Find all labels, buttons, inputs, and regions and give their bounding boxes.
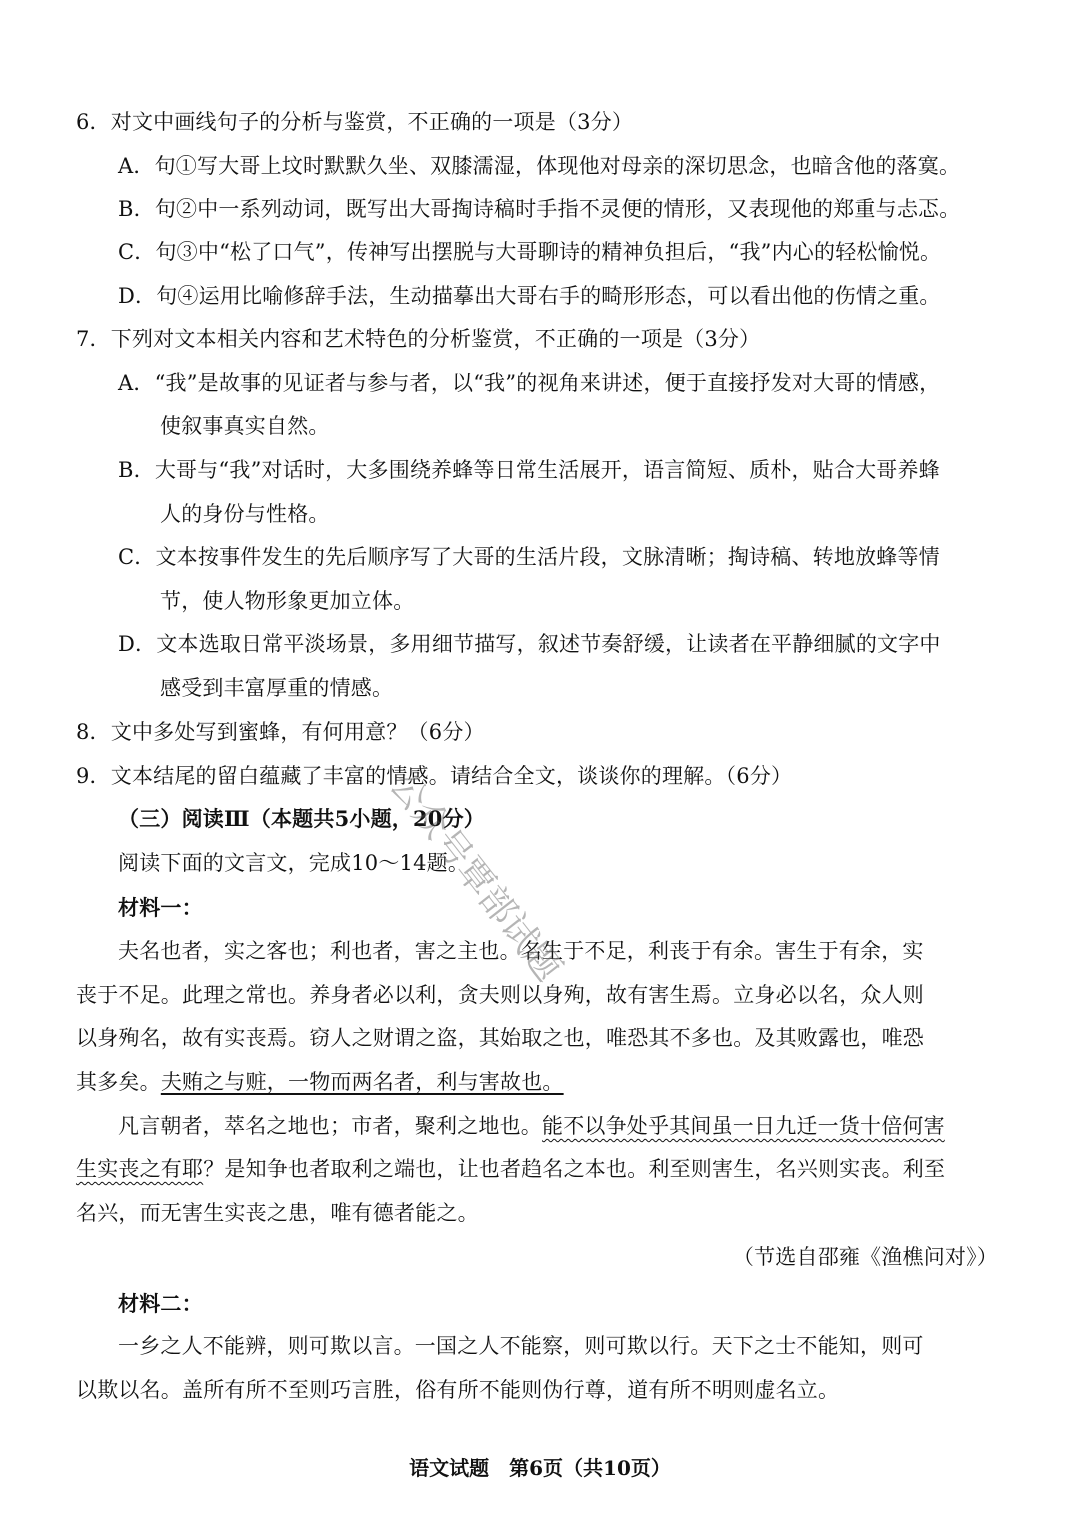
question-6-option-b: B．句②中一系列动词，既写出大哥掏诗稿时手指不灵便的情形，又表现他的郑重与忐忑。 [118,197,961,221]
material-1-line [76,1155,945,1183]
question-7-option-c-cont: 节，使人物形象更加立体。 [160,589,415,613]
material-1-text: ？是知争也者取利之端也，让也者趋名之本也。利至则害生，名兴则实丧。利至 [203,1157,946,1181]
material-1-line: 丧于不足。此理之常也。养身者必以利，贪夫则以身殉，故有害生焉。立身必以名，众人则 [76,983,924,1007]
source-citation: （节选自邵雍《渔樵问对》） [732,1245,998,1269]
section-heading: （三）阅读Ⅲ（本题共5小题，20分） [118,806,486,831]
material-2-label: 材料二： [118,1291,203,1316]
material-1-line: 以身殉名，故有实丧焉。窃人之财谓之盗，其始取之也，唯恐其不多也。及其败露也，唯恐 [76,1026,924,1050]
material-2-line: 一乡之人不能辨，则可欺以言。一国之人不能察，则可欺以行。天下之士不能知，则可 [118,1334,924,1358]
question-6-stem: 6．对文中画线句子的分析与鉴赏，不正确的一项是（3分） [76,110,634,134]
question-6-option-c: C．句③中“松了口气”，传神写出摆脱与大哥聊诗的精神负担后，“我”内心的轻松愉悦。 [118,240,942,264]
question-8: 8．文中多处写到蜜蜂，有何用意？（6分） [76,720,485,744]
question-7-stem: 7．下列对文本相关内容和艺术特色的分析鉴赏，不正确的一项是（3分） [76,327,761,351]
material-1-line: 名兴，而无害生实丧之患，唯有德者能之。 [76,1201,479,1225]
page-footer: 语文试题 第6页（共10页） [409,1456,671,1480]
material-2-line: 以欺以名。盖所有所不至则巧言胜，俗有所不能则伪行尊，道有所不明则虚名立。 [76,1378,840,1402]
question-9: 9．文本结尾的留白蕴藏了丰富的情感。请结合全文，谈谈你的理解。（6分） [76,764,793,788]
reading-instruction: 阅读下面的文言文，完成10～14题。 [118,851,470,875]
material-1-text: 其多矣。 [76,1070,161,1094]
question-7-option-b-cont: 人的身份与性格。 [160,502,330,526]
question-6-option-d: D．句④运用比喻修辞手法，生动描摹出大哥右手的畸形形态，可以看出他的伤情之重。 [118,284,941,308]
question-7-option-a-cont: 使叙事真实自然。 [160,414,330,438]
material-1-label: 材料一： [118,895,203,920]
question-7-option-d: D．文本选取日常平淡场景，多用细节描写，叙述节奏舒缓，让读者在平静细腻的文字中 [118,632,941,656]
material-1-line: 夫名也者，实之客也；利也者，害之主也。名生于不足，利丧于有余。害生于有余，实 [118,939,924,963]
watermark: 公众号覃部试题 [381,764,569,989]
question-7-option-d-cont: 感受到丰富厚重的情感。 [160,676,394,700]
question-7-option-a: A．“我”是故事的见证者与参与者，以“我”的视角来讲述，便于直接抒发对大哥的情感， [118,371,941,395]
underlined-sentence: 夫贿之与赃，一物而两名者，利与害故也。 [160,1070,564,1094]
wavy-underlined-sentence: 能不以争处乎其间虽一日九迁一货十倍何害 [542,1114,945,1138]
question-6-option-a: A．句①写大哥上坟时默默久坐、双膝濡湿，体现他对母亲的深切思念，也暗含他的落寞。 [118,154,961,178]
material-1-line [76,1068,564,1096]
question-7-option-c: C．文本按事件发生的先后顺序写了大哥的生活片段，文脉清晰；掏诗稿、转地放蜂等情 [118,545,940,569]
material-1-line [118,1112,945,1140]
material-1-text: 凡言朝者，萃名之地也；市者，聚利之地也。 [118,1114,542,1138]
question-7-option-b: B．大哥与“我”对话时，大多围绕养蜂等日常生活展开，语言简短、质朴，贴合大哥养蜂 [118,458,940,482]
wavy-underlined-sentence: 生实丧之有耶 [76,1157,204,1181]
